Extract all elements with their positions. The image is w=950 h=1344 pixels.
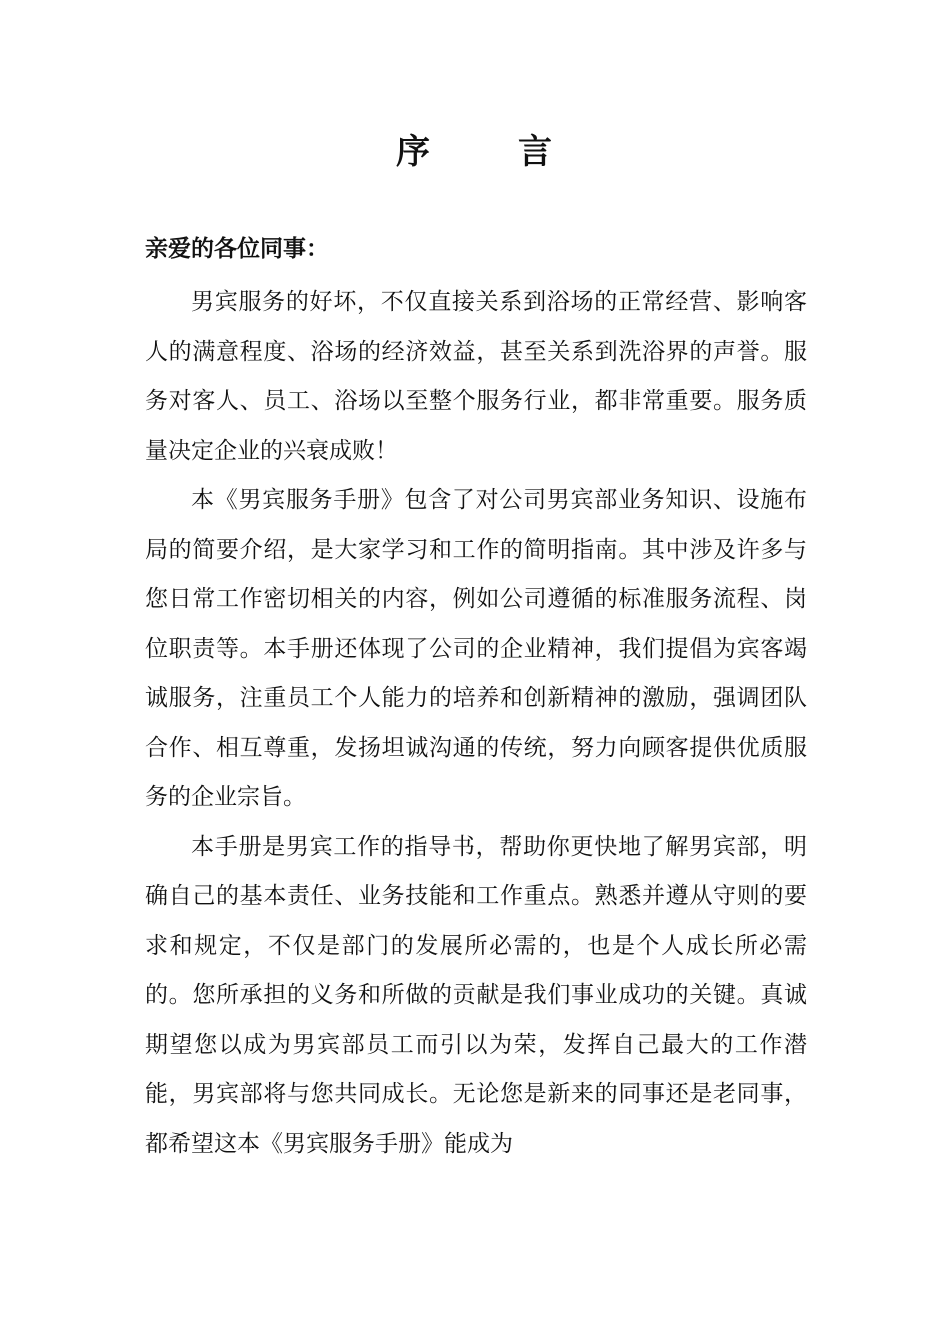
title-char-1: 序 xyxy=(396,132,432,172)
body-text xyxy=(145,278,807,1169)
page-title xyxy=(0,124,950,173)
paragraph-1: 男宾服务的好坏，不仅直接关系到浴场的正常经营、影响客人的满意程度、浴场的经济效益，甚至关系到洗浴界的声誉。服务对客人、员工、浴场以至整个服务行业，都非常重要。服务质量决定企业的兴衰成败！ xyxy=(145,289,807,464)
paragraph-3: 本手册是男宾工作的指导书，帮助你更快地了解男宾部，明确自己的基本责任、业务技能和工作重点。熟悉并遵从守则的要求和规定，不仅是部门的发展所必需的，也是个人成长所必需的。您所承担的义务和所做的贡献是我们事业成功的关键。真诚期望您以成为男宾部员工而引以为荣，发挥自己最大的工作潜能，男宾部将与您共同成长。无论您是新来的同事还是老同事，都希望这本《男宾服务手册》能成为 xyxy=(145,833,807,1157)
salutation: 亲爱的各位同事： xyxy=(145,235,329,262)
paragraph-2: 本《男宾服务手册》包含了对公司男宾部业务知识、设施布局的简要介绍，是大家学习和工作的简明指南。其中涉及许多与您日常工作密切相关的内容，例如公司遵循的标准服务流程、岗位职责等。本手册还体现了公司的企业精神，我们提倡为宾客竭诚服务，注重员工个人能力的培养和创新精神的激励，强调团队合作、相互尊重，发扬坦诚沟通的传统，努力向顾客提供优质服务的企业宗旨。 xyxy=(145,487,807,810)
title-char-2: 言 xyxy=(518,132,554,172)
